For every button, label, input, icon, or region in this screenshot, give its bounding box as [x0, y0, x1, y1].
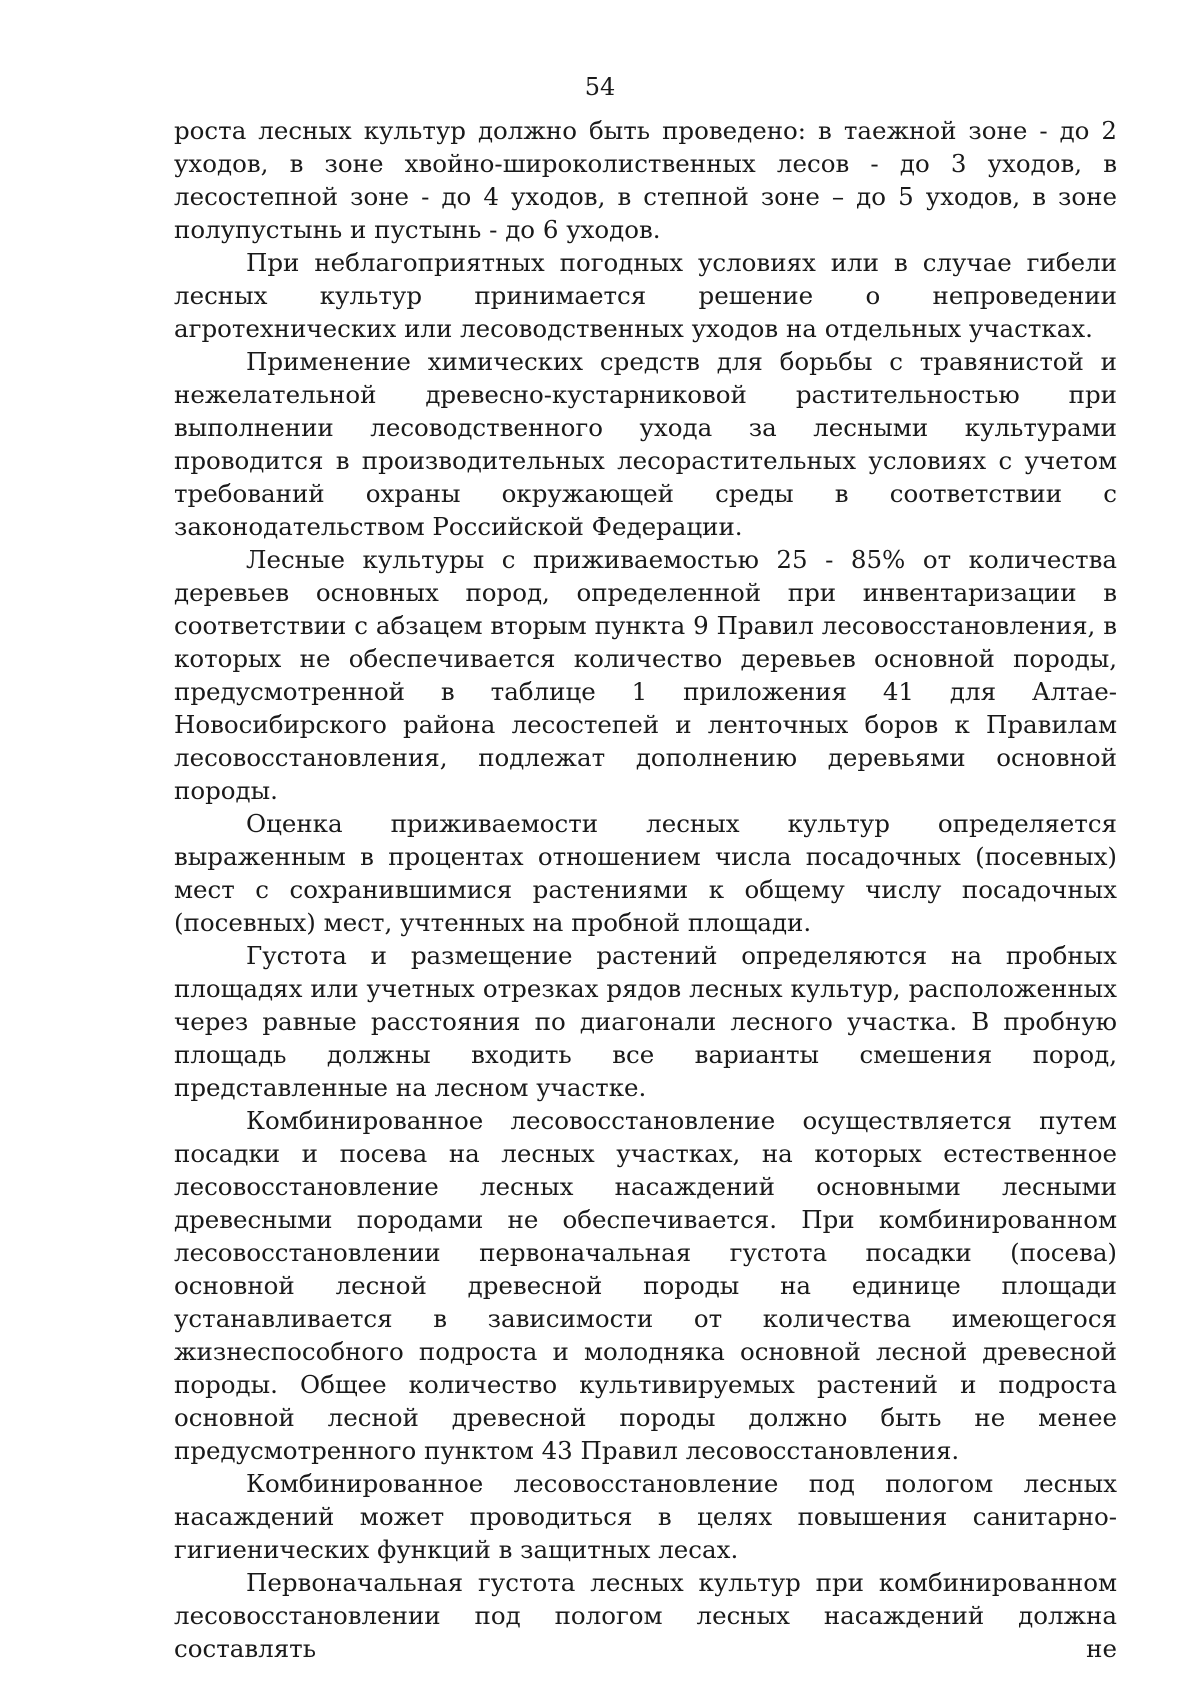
paragraph-6: Густота и размещение растений определяются на пробных площадях или учетных отрезках рядов лесных культур, расположенных через равные расстояния по диагонали лесного участка. В пробную площадь должны входить все варианты смешения пород, представленные на лесном участке. — [174, 941, 1117, 1102]
paragraph-1: роста лесных культур должно быть проведено: в таежной зоне - до 2 уходов, в зоне хвойно-широколиственных лесов - до 3 уходов, в лесостепной зоне - до 4 уходов, в степной зоне – до 5 уходов, в зоне полупустынь и пустынь - до 6 уходов. — [174, 116, 1117, 244]
paragraph-7: Комбинированное лесовосстановление осуществляется путем посадки и посева на лесных участках, на которых естественное лесовосстановление лесных насаждений основными лесными древесными породами не обеспечивается. При комбинированном лесовосстановлении первоначальная густота посадки (посева) основной лесной древесной породы на единице площади устанавливается в зависимости от количества имеющегося жизнеспособного подроста и молодняка основной лесной древесной породы. Общее количество культивируемых растений и подроста основной лесной древесной породы должно быть не менее предусмотренного пунктом 43 Правил лесовосстановления. — [174, 1106, 1117, 1465]
paragraph-3: Применение химических средств для борьбы с травянистой и нежелательной древесно-кустарниковой растительностью при выполнении лесоводственного ухода за лесными культурами проводится в производительных лесорастительных условиях с учетом требований охраны окружающей среды в соответствии с законодательством Российской Федерации. — [174, 347, 1117, 541]
page-number: 54 — [584, 73, 616, 101]
paragraph-8: Комбинированное лесовосстановление под пологом лесных насаждений может проводиться в целях повышения санитарно-гигиенических функций в защитных лесах. — [174, 1469, 1117, 1564]
paragraph-2: При неблагоприятных погодных условиях или в случае гибели лесных культур принимается решение о непроведении агротехнических или лесоводственных уходов на отдельных участках. — [174, 248, 1117, 343]
paragraph-9: Первоначальная густота лесных культур при комбинированном лесовосстановлении под пологом лесных насаждений должна составлять не — [174, 1568, 1117, 1663]
paragraph-5: Оценка приживаемости лесных культур определяется выраженным в процентах отношением числа посадочных (посевных) мест с сохранившимися растениями к общему числу посадочных (посевных) мест, учтенных на пробной площади. — [174, 809, 1117, 937]
document-body — [174, 114, 1117, 1665]
paragraph-4: Лесные культуры с приживаемостью 25 - 85% от количества деревьев основных пород, определенной при инвентаризации в соответствии с абзацем вторым пункта 9 Правил лесовосстановления, в которых не обеспечивается количество деревьев основной породы, предусмотренной в таблице 1 приложения 41 для Алтае-Новосибирского района лесостепей и ленточных боров к Правилам лесовосстановления, подлежат дополнению деревьями основной породы. — [174, 545, 1117, 805]
